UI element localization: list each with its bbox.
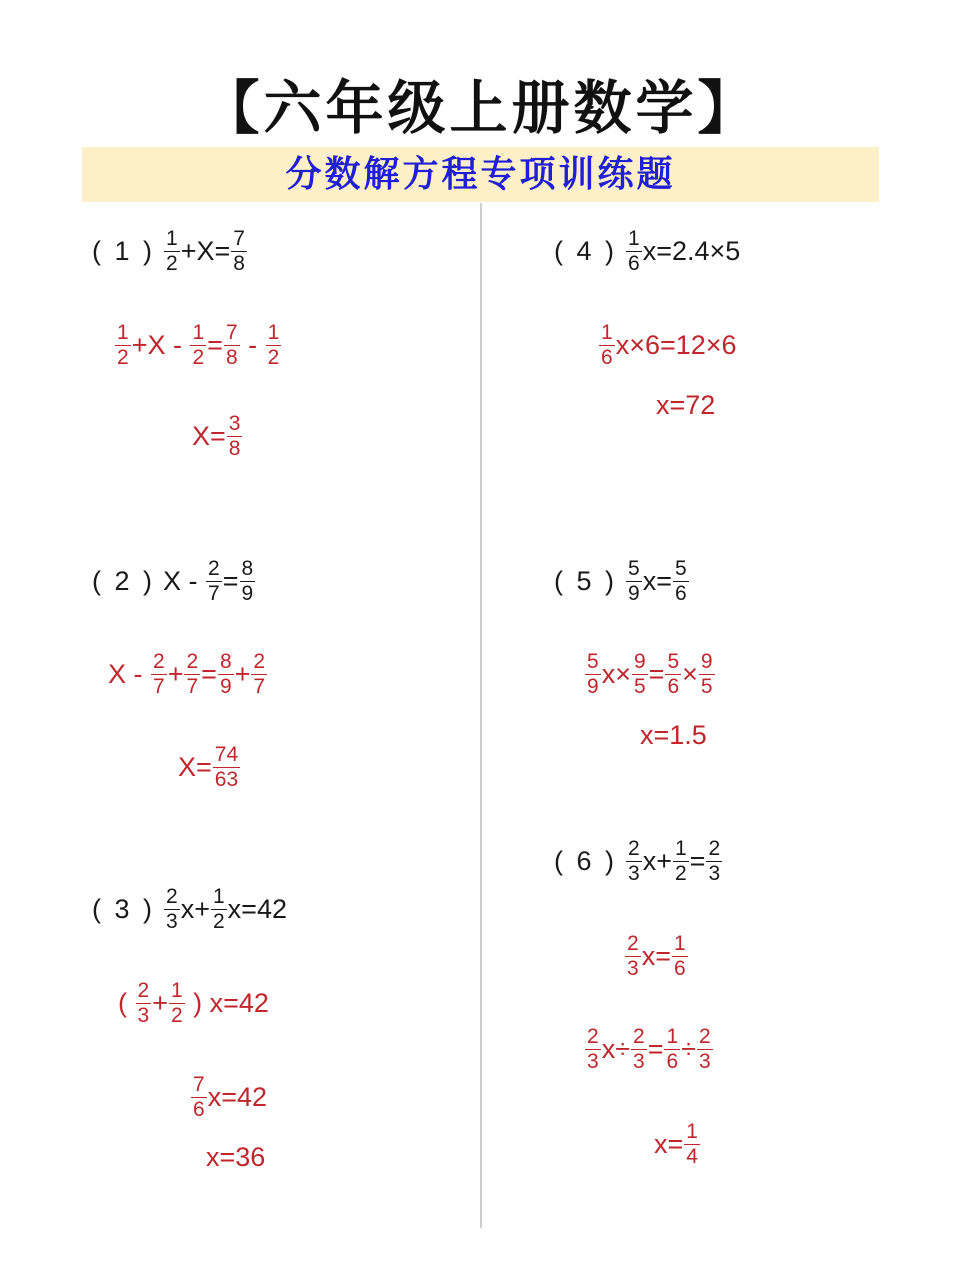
solution-step — [108, 650, 268, 699]
equation-text: x=42 — [227, 894, 287, 924]
fraction — [136, 979, 152, 1028]
denominator: 7 — [186, 675, 199, 698]
equation-text: +X - — [131, 330, 190, 360]
numerator: 5 — [667, 650, 680, 673]
fraction — [697, 1025, 713, 1074]
numerator: 5 — [587, 650, 599, 673]
fraction — [213, 743, 240, 792]
denominator: 5 — [633, 675, 646, 698]
denominator: 3 — [627, 957, 639, 980]
equation-text: - — [240, 330, 265, 360]
problem-number: ( 5 ) — [554, 566, 618, 596]
solution-step — [118, 979, 269, 1028]
numerator: 1 — [166, 227, 178, 250]
denominator: 5 — [700, 675, 713, 698]
denominator: 2 — [212, 910, 225, 933]
solution-step — [190, 1073, 267, 1122]
problem-number: ( 1 ) — [92, 236, 156, 266]
fraction — [115, 321, 131, 370]
fraction — [699, 650, 715, 699]
numerator: 9 — [633, 650, 646, 673]
equation-text: X - — [108, 659, 151, 689]
fraction — [251, 650, 267, 699]
fraction — [224, 321, 240, 370]
denominator: 2 — [674, 862, 687, 885]
fraction — [665, 650, 681, 699]
solution-step — [192, 412, 243, 461]
fraction — [211, 885, 227, 934]
denominator: 3 — [166, 910, 178, 933]
numerator: 2 — [699, 1025, 711, 1048]
denominator: 3 — [628, 862, 640, 885]
equation-text: × — [682, 659, 698, 689]
fraction — [184, 650, 200, 699]
fraction — [585, 1025, 601, 1074]
fraction — [218, 650, 234, 699]
denominator: 6 — [674, 582, 687, 605]
solution-step — [656, 390, 715, 421]
fraction — [684, 1120, 700, 1169]
denominator: 3 — [699, 1050, 711, 1073]
numerator: 2 — [137, 979, 150, 1002]
fraction — [151, 650, 167, 699]
numerator: 2 — [587, 1025, 599, 1048]
column-divider — [480, 203, 482, 1228]
equation-text: ÷ — [681, 1034, 696, 1064]
equation-text: x=72 — [656, 390, 716, 420]
denominator: 8 — [228, 437, 241, 460]
denominator: 6 — [673, 957, 686, 980]
page-subtitle: 分数解方程专项训练题 — [285, 153, 676, 195]
equation-text: + — [167, 659, 184, 689]
equation-text: x= — [642, 566, 672, 596]
numerator: 8 — [241, 557, 254, 580]
fraction — [164, 885, 180, 934]
numerator: 2 — [186, 650, 199, 673]
denominator: 9 — [219, 675, 232, 698]
equation-text: = — [689, 846, 706, 876]
numerator: 2 — [166, 885, 178, 908]
numerator: 1 — [673, 932, 686, 955]
solution-step — [654, 1120, 701, 1169]
solution-step — [584, 1025, 714, 1074]
fraction — [231, 227, 247, 276]
equation-text: + — [234, 659, 251, 689]
equation-text: = — [201, 659, 217, 689]
denominator: 2 — [117, 346, 129, 369]
denominator: 9 — [587, 675, 599, 698]
fraction — [190, 321, 206, 370]
solution-step — [206, 1142, 265, 1173]
fraction — [706, 837, 722, 886]
denominator: 3 — [633, 1050, 645, 1073]
denominator: 8 — [225, 346, 238, 369]
denominator: 6 — [666, 1050, 679, 1073]
problem-number: ( 3 ) — [92, 894, 156, 924]
equation-text: = — [207, 330, 223, 360]
numerator: 1 — [628, 227, 640, 250]
equation-text: X= — [192, 421, 226, 451]
equation-text: X - — [163, 566, 206, 596]
numerator: 2 — [628, 837, 640, 860]
equation-text: x=1.5 — [640, 720, 707, 750]
denominator: 2 — [166, 252, 178, 275]
numerator: 1 — [686, 1120, 698, 1143]
denominator: 6 — [601, 346, 613, 369]
denominator: 63 — [214, 768, 239, 791]
denominator: 3 — [587, 1050, 599, 1073]
equation-text: = — [222, 566, 239, 596]
equation-text: +X= — [180, 236, 231, 266]
numerator: 1 — [212, 885, 225, 908]
solution-step — [178, 743, 241, 792]
equation-text: x×6=12×6 — [615, 330, 737, 360]
denominator: 9 — [628, 582, 640, 605]
problem-question — [92, 557, 256, 606]
numerator: 1 — [674, 837, 687, 860]
equation-text: = — [647, 1034, 664, 1064]
fraction — [266, 321, 282, 370]
fraction — [672, 932, 688, 981]
solution-step — [584, 650, 716, 699]
fraction — [191, 1073, 207, 1122]
numerator: 5 — [674, 557, 687, 580]
numerator: 1 — [192, 321, 205, 344]
numerator: 2 — [153, 650, 165, 673]
fraction — [626, 837, 642, 886]
denominator: 2 — [192, 346, 205, 369]
fraction — [626, 227, 642, 276]
numerator: 2 — [633, 1025, 645, 1048]
equation-text: x=42 — [207, 1082, 267, 1112]
numerator: 7 — [193, 1073, 205, 1096]
solution-step — [114, 321, 282, 370]
equation-text: x× — [601, 659, 631, 689]
solution-step — [598, 321, 737, 370]
numerator: 74 — [214, 743, 239, 766]
numerator: 2 — [708, 837, 721, 860]
equation-text: x= — [641, 941, 671, 971]
problem-number: ( 2 ) — [92, 566, 156, 596]
numerator: 8 — [219, 650, 232, 673]
equation-text: = — [648, 659, 665, 689]
equation-text: ( — [118, 988, 135, 1018]
denominator: 2 — [267, 346, 280, 369]
solution-step — [640, 720, 707, 751]
problem-number: ( 6 ) — [554, 846, 618, 876]
numerator: 7 — [233, 227, 245, 250]
denominator: 6 — [193, 1098, 205, 1121]
numerator: 1 — [117, 321, 129, 344]
denominator: 8 — [233, 252, 245, 275]
fraction — [240, 557, 256, 606]
fraction — [164, 227, 180, 276]
fraction — [169, 979, 185, 1028]
numerator: 3 — [228, 412, 241, 435]
problem-question — [92, 227, 248, 276]
denominator: 3 — [137, 1004, 150, 1027]
denominator: 4 — [686, 1145, 698, 1168]
numerator: 7 — [225, 321, 238, 344]
denominator: 6 — [667, 675, 680, 698]
denominator: 6 — [628, 252, 640, 275]
problem-question — [92, 885, 287, 934]
denominator: 3 — [708, 862, 721, 885]
fraction — [626, 557, 642, 606]
numerator: 1 — [170, 979, 183, 1002]
numerator: 2 — [627, 932, 639, 955]
fraction — [206, 557, 222, 606]
fraction — [227, 412, 243, 461]
fraction — [631, 1025, 647, 1074]
equation-text: x÷ — [601, 1034, 631, 1064]
numerator: 9 — [700, 650, 713, 673]
problem-question — [554, 557, 690, 606]
problem-question — [554, 227, 740, 276]
equation-text: ) x=42 — [185, 988, 269, 1018]
numerator: 5 — [628, 557, 640, 580]
equation-text: x=2.4×5 — [642, 236, 741, 266]
numerator: 2 — [208, 557, 220, 580]
denominator: 7 — [208, 582, 220, 605]
fraction — [625, 932, 641, 981]
numerator: 1 — [601, 321, 613, 344]
page-title: 【六年级上册数学】 — [201, 74, 760, 142]
fraction — [585, 650, 601, 699]
numerator: 2 — [253, 650, 266, 673]
denominator: 7 — [153, 675, 165, 698]
equation-text: x= — [654, 1129, 684, 1159]
numerator: 1 — [666, 1025, 679, 1048]
equation-text: x=36 — [206, 1142, 266, 1172]
fraction — [632, 650, 648, 699]
numerator: 1 — [267, 321, 280, 344]
fraction — [664, 1025, 680, 1074]
equation-text: x+ — [642, 846, 672, 876]
denominator: 7 — [253, 675, 266, 698]
fraction — [673, 557, 689, 606]
fraction — [599, 321, 615, 370]
denominator: 2 — [170, 1004, 183, 1027]
equation-text: + — [152, 988, 168, 1018]
fraction — [673, 837, 689, 886]
problem-question — [554, 837, 723, 886]
equation-text: X= — [178, 752, 212, 782]
problem-number: ( 4 ) — [554, 236, 618, 266]
equation-text: x+ — [180, 894, 210, 924]
solution-step — [624, 932, 689, 981]
denominator: 9 — [241, 582, 254, 605]
